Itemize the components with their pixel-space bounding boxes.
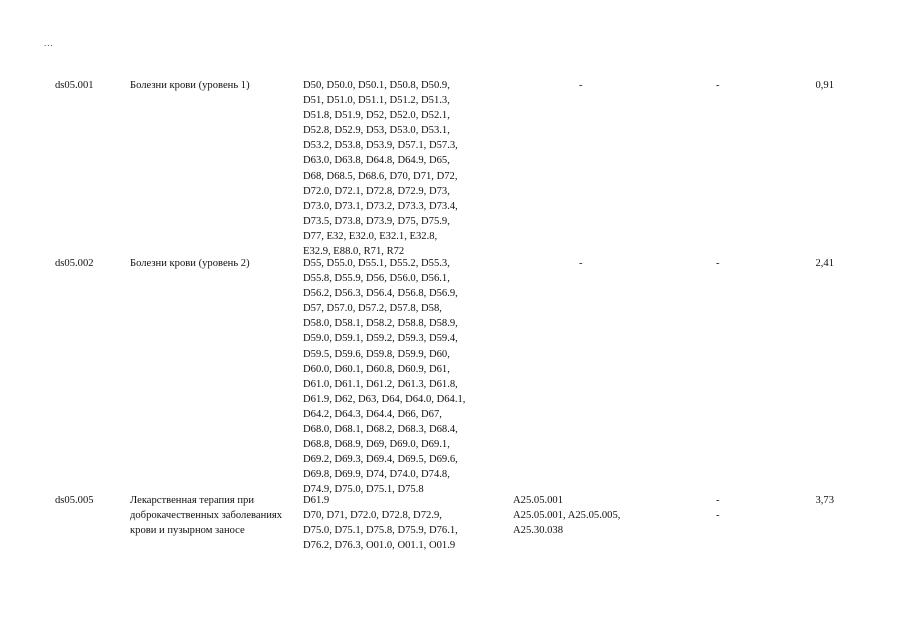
mkb-codes: D55, D55.0, D55.1, D55.2, D55.3, D55.8, D55.9, D56, D56.0, D56.1, D56.2, D56.3, D56.4, D56.8, D56.9, D57, D57.0, D57.2, D57.8, D58, D58.0, D58.1, D58.2, D58.8, D58.9, D59.0, D59.1, D59.2, D59.3, D59.4, D59.5, D59.6, D59.8, D59.9, D60, D60.0, D60.1, D60.8, D60.9, D61, D61.0, D61.1, D61.2, D61.3, D61.8, D61.9, D62, D63, D64, D64.0, D64.1, D64.2, D64.3, D64.4, D66, D67, D68.0, D68.1, D68.2, D68.3, D68.4, D68.8, D68.9, D69, D69.0, D69.1, D69.2, D69.3, D69.4, D69.5, D69.6, D69.8, D69.9, D74, D74.0, D74.8, D74.9, D75.0, D75.1, D75.8 xyxy=(303,258,466,496)
ksg-name: Лекарственная терапия при доброкачественных заболеваниях крови и пузырном заносе xyxy=(130,495,283,537)
ksg-name: Болезни крови (уровень 1) xyxy=(130,80,250,91)
ksg-name: Болезни крови (уровень 2) xyxy=(130,258,250,269)
ksg-code: ds05.002 xyxy=(55,258,94,269)
ksg-code: ds05.005 xyxy=(55,495,94,506)
extra-criterion: - - xyxy=(716,495,720,522)
service-code: - xyxy=(579,258,583,269)
ksg-code: ds05.001 xyxy=(55,80,94,91)
page-marker: ... xyxy=(44,38,54,48)
mkb-codes: D61.9 D70, D71, D72.0, D72.8, D72.9, D75.0, D75.1, D75.8, D75.9, D76.1, D76.2, D76.3, O01.0, O01.1, O01.9 xyxy=(303,495,458,552)
extra-criterion: - xyxy=(716,80,720,91)
service-code: - xyxy=(579,80,583,91)
mkb-codes: D50, D50.0, D50.1, D50.8, D50.9, D51, D51.0, D51.1, D51.2, D51.3, D51.8, D51.9, D52, D52.0, D52.1, D52.8, D52.9, D53, D53.0, D53.1, D53.2, D53.8, D53.9, D57.1, D57.3, D63.0, D63.8, D64.8, D64.9, D65, D68, D68.5, D68.6, D70, D71, D72, D72.0, D72.1, D72.8, D72.9, D73, D73.0, D73.1, D73.2, D73.3, D73.4, D73.5, D73.8, D73.9, D75, D75.9, D77, E32, E32.0, E32.1, E32.8, E32.9, E88.0, R71, R72 xyxy=(303,80,458,258)
service-code: A25.05.001 A25.05.001, A25.05.005, A25.30.038 xyxy=(513,495,621,537)
coefficient: 0,91 xyxy=(815,80,834,91)
coefficient: 2,41 xyxy=(815,258,834,269)
extra-criterion: - xyxy=(716,258,720,269)
coefficient: 3,73 xyxy=(815,495,834,506)
